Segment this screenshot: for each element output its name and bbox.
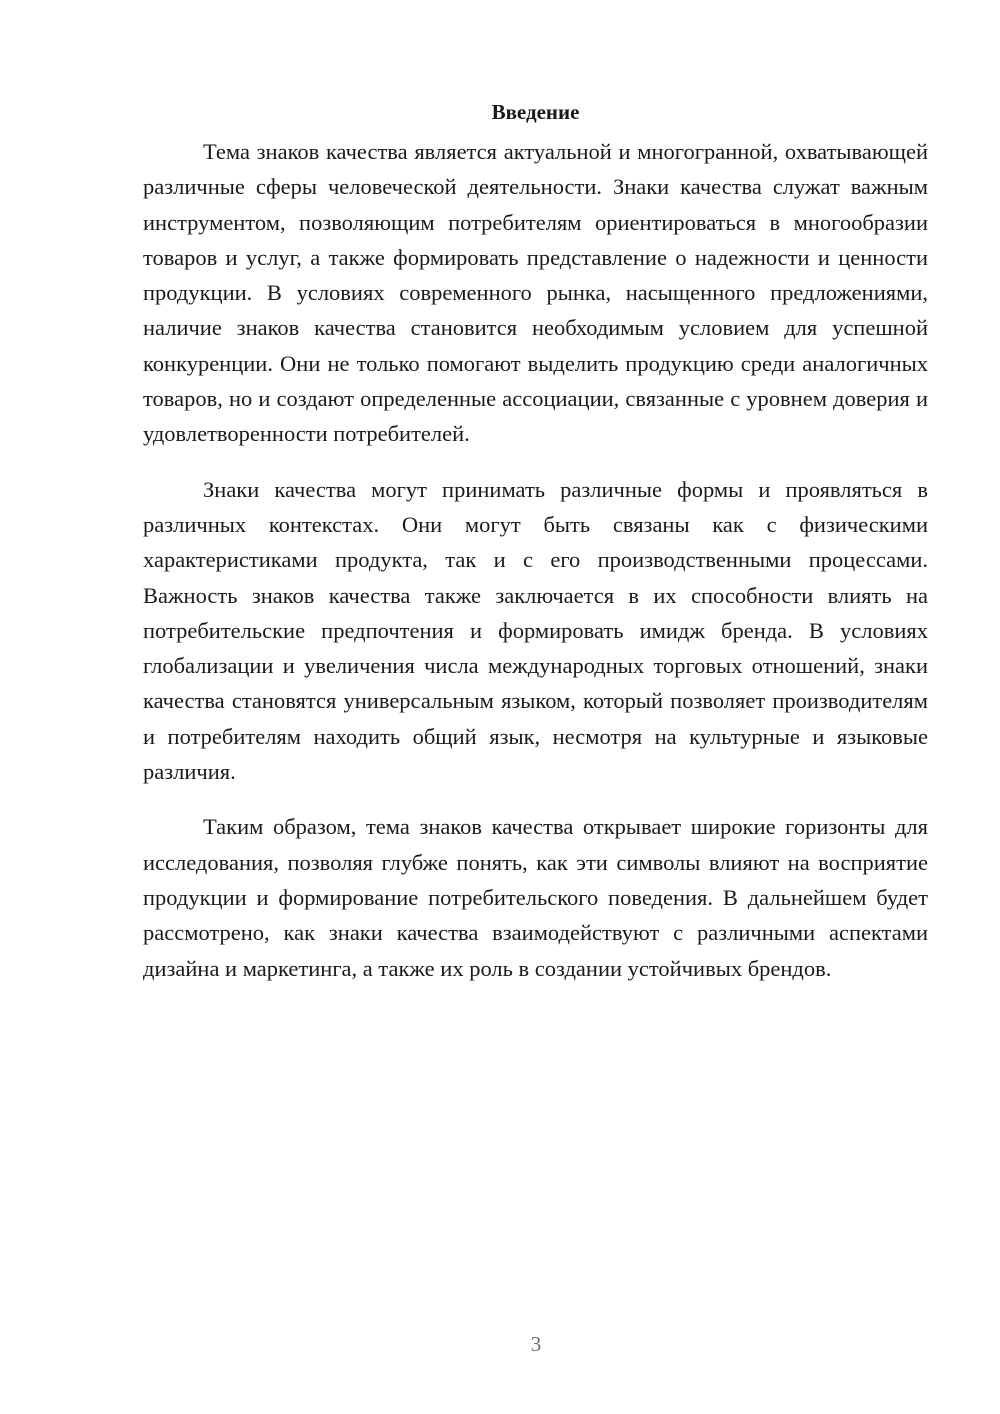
page-content <box>143 95 928 1006</box>
section-title: Введение <box>491 100 580 124</box>
paragraph-2: Знаки качества могут принимать различные формы и проявляться в различных контекстах. Они могут быть связаны как с физическими характеристиками продукта, так и с его производственными процессами. Важность знаков качества также заключается в их способности влиять на потребительские предпочтения и формировать имидж бренда. В условиях глобализации и увеличения числа международных торговых отношений, знаки качества становятся универсальным языком, который позволяет производителям и потребителям находить общий язык, несмотря на культурные и языковые различия. <box>143 476 928 785</box>
page-number: 3 <box>530 1332 542 1356</box>
paragraph-1: Тема знаков качества является актуальной и многогранной, охватывающей различные сферы человеческой деятельности. Знаки качества служат важным инструментом, позволяющим потребителям ориентироваться в многообразии товаров и услуг, а также формировать представление о надежности и ценности продукции. В условиях современного рынка, насыщенного предложениями, наличие знаков качества становится необходимым условием для успешной конкуренции. Они не только помогают выделить продукцию среди аналогичных товаров, но и создают определенные ассоциации, связанные с уровнем доверия и удовлетворенности потребителей. <box>143 139 928 447</box>
paragraph-3: Таким образом, тема знаков качества открывает широкие горизонты для исследования, позволяя глубже понять, как эти символы влияют на восприятие продукции и формирование потребительского поведения. В дальнейшем будет рассмотрено, как знаки качества взаимодействуют с различными аспектами дизайна и маркетинга, а также их роль в создании устойчивых брендов. <box>143 814 928 981</box>
